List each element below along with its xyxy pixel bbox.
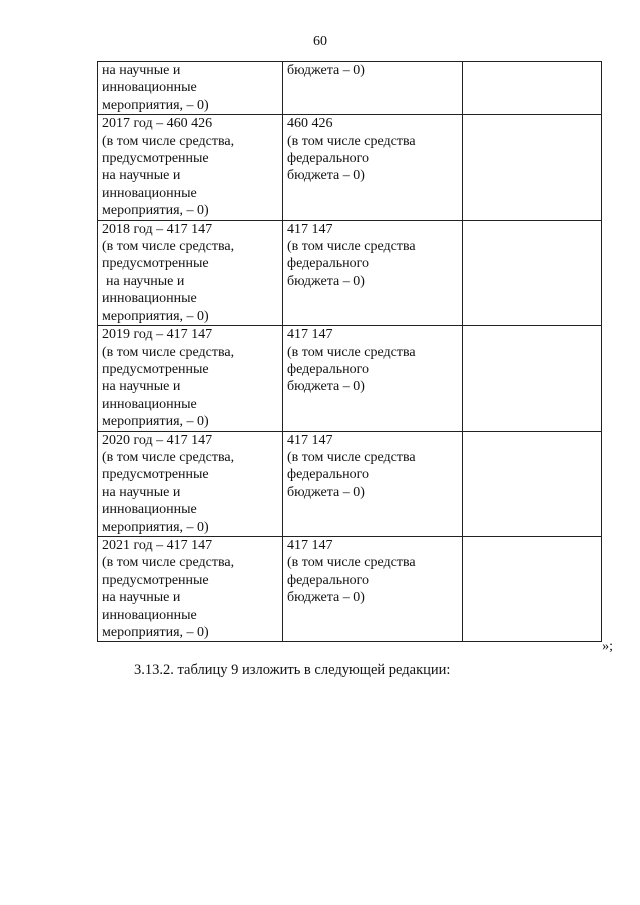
cell-text-line: на научные и: [106, 273, 185, 289]
cell-text-line: федерального: [287, 256, 370, 272]
cell-text-line: бюджета – 0): [287, 484, 365, 500]
cell-text-line: 2017 год – 460 426: [102, 116, 213, 132]
funding-total-cell: [98, 326, 283, 431]
cell-text-line: бюджета – 0): [287, 168, 365, 184]
cell-text-line: инновационные: [102, 502, 197, 518]
cell-text-line: предусмотренные: [102, 572, 209, 588]
cell-text-line: (в том числе средства,: [102, 239, 235, 255]
funding-source-cell: [283, 431, 463, 536]
funding-source-cell: [283, 326, 463, 431]
cell-text-line: на научные и: [102, 484, 181, 500]
notes-cell: [463, 326, 602, 431]
cell-text-line: федерального: [287, 572, 370, 588]
budget-table-body: [98, 62, 602, 642]
funding-source-cell: [283, 536, 463, 641]
notes-cell: [463, 115, 602, 220]
cell-text-line: мероприятия, – 0): [102, 308, 209, 324]
cell-text-line: (в том числе средства: [287, 133, 416, 149]
cell-text-line: инновационные: [102, 80, 197, 96]
cell-text-line: 460 426: [287, 116, 333, 132]
cell-text-line: мероприятия, – 0): [102, 97, 209, 113]
cell-text-line: предусмотренные: [102, 151, 209, 167]
table-row: [98, 220, 602, 325]
notes-cell: [463, 431, 602, 536]
cell-text-line: (в том числе средства,: [102, 133, 235, 149]
cell-text-line: федерального: [287, 151, 370, 167]
cell-text-line: инновационные: [102, 396, 197, 412]
funding-total-cell: [98, 431, 283, 536]
cell-text-line: бюджета – 0): [287, 273, 365, 289]
cell-text-line: бюджета – 0): [287, 590, 365, 606]
cell-text-line: (в том числе средства: [287, 239, 416, 255]
funding-source-cell: [283, 62, 463, 115]
funding-source-cell: [283, 115, 463, 220]
cell-text-line: мероприятия, – 0): [102, 519, 209, 535]
cell-text-line: предусмотренные: [102, 361, 209, 377]
cell-text-line: 2021 год – 417 147: [102, 537, 213, 553]
cell-text-line: мероприятия, – 0): [102, 414, 209, 430]
instruction-paragraph: 3.13.2. таблицу 9 изложить в следующей редакции:: [134, 662, 451, 678]
cell-text-line: 417 147: [287, 327, 333, 343]
cell-text-line: федерального: [287, 361, 370, 377]
cell-text-line: на научные и: [102, 590, 181, 606]
cell-text-line: на научные и: [102, 168, 181, 184]
notes-cell: [463, 536, 602, 641]
table-row: [98, 115, 602, 220]
cell-text-line: (в том числе средства: [287, 555, 416, 571]
cell-text-line: предусмотренные: [102, 256, 209, 272]
funding-total-cell: [98, 115, 283, 220]
cell-text-line: федерального: [287, 467, 370, 483]
cell-text-line: 417 147: [287, 537, 333, 553]
funding-total-cell: [98, 536, 283, 641]
cell-text-line: (в том числе средства,: [102, 555, 235, 571]
cell-text-line: на научные и: [102, 379, 181, 395]
cell-text-line: 2020 год – 417 147: [102, 432, 213, 448]
cell-text-line: (в том числе средства: [287, 449, 416, 465]
cell-text-line: 2018 год – 417 147: [102, 221, 213, 237]
budget-table: [97, 61, 602, 642]
table-row: [98, 431, 602, 536]
cell-text-line: инновационные: [102, 607, 197, 623]
cell-text-line: на научные и: [102, 63, 181, 78]
cell-text-line: 417 147: [287, 432, 333, 448]
cell-text-line: (в том числе средства,: [102, 344, 235, 360]
cell-text-line: мероприятия, – 0): [102, 625, 209, 640]
notes-cell: [463, 220, 602, 325]
cell-text-line: инновационные: [102, 185, 197, 201]
funding-source-cell: [283, 220, 463, 325]
cell-text-line: (в том числе средства: [287, 344, 416, 360]
notes-cell: [463, 62, 602, 115]
cell-text-line: (в том числе средства,: [102, 449, 235, 465]
cell-text-line: 2019 год – 417 147: [102, 327, 213, 343]
cell-text-line: инновационные: [102, 291, 197, 307]
cell-text-line: 417 147: [287, 221, 333, 237]
cell-text-line: предусмотренные: [102, 467, 209, 483]
funding-total-cell: [98, 220, 283, 325]
funding-total-cell: [98, 62, 283, 115]
table-row: [98, 326, 602, 431]
cell-text-line: бюджета – 0): [287, 379, 365, 395]
table-row: [98, 536, 602, 641]
cell-text-line: мероприятия, – 0): [102, 203, 209, 219]
page-number: 60: [313, 34, 327, 49]
table-row: [98, 62, 602, 115]
closing-quote-mark: »;: [602, 639, 613, 654]
cell-text-line: бюджета – 0): [287, 63, 365, 78]
